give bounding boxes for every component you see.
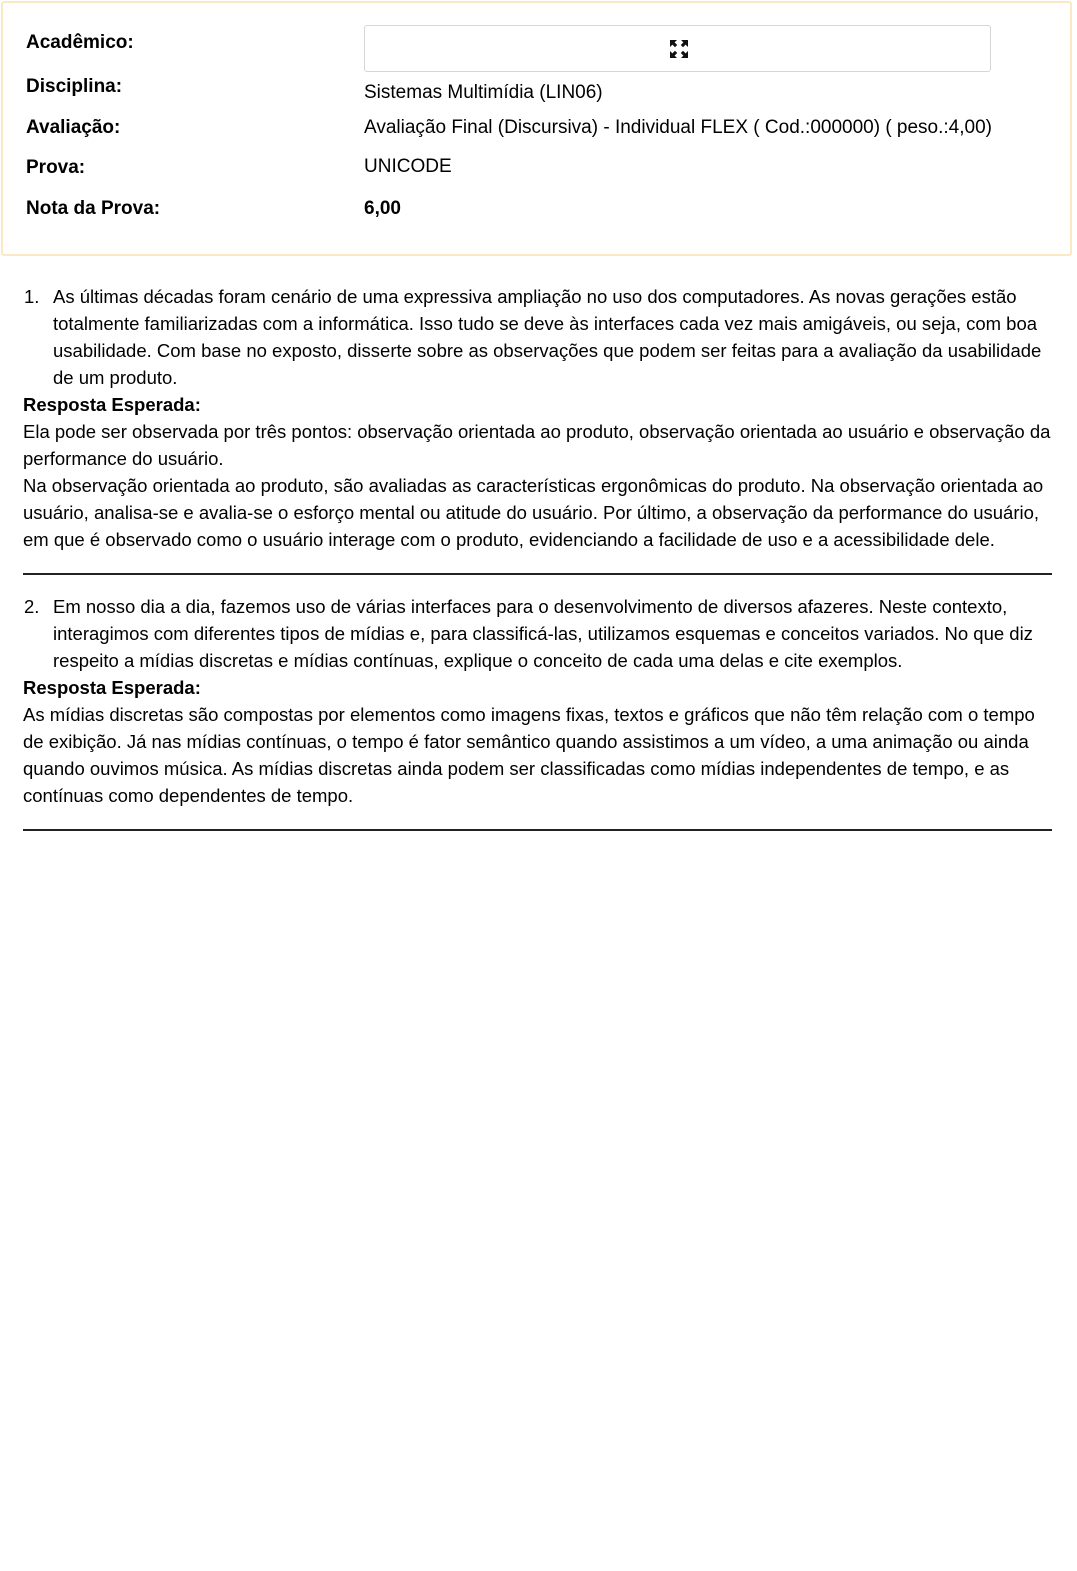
question-number: 1.: [24, 286, 40, 307]
expected-answer-label: Resposta Esperada:: [23, 677, 201, 698]
avaliacao-value: Avaliação Final (Discursiva) - Individual FLEX ( Cod.:000000) ( peso.:4,00): [364, 117, 992, 138]
questions-list: [23, 283, 1052, 849]
question-statement: [23, 283, 1052, 391]
question-text: Em nosso dia a dia, fazemos uso de várias interfaces para o desenvolvimento de diversos afazeres. Neste contexto, interagimos com diferentes tipos de mídias e, para classificá-las, utilizamos esquemas e conceitos variados. No que diz respeito a mídias discretas e mídias contínuas, explique o conceito de cada uma delas e cite exemplos.: [53, 596, 1033, 671]
disciplina-value: Sistemas Multimídia (LIN06): [364, 82, 603, 103]
question-item: [23, 593, 1052, 809]
nota-label: Nota da Prova:: [26, 198, 161, 219]
question-divider: [23, 829, 1052, 831]
academico-label: Acadêmico:: [26, 32, 134, 53]
expand-icon[interactable]: [667, 37, 691, 61]
prova-label: Prova:: [26, 157, 86, 178]
exam-info-panel: [1, 1, 1072, 256]
disciplina-label: Disciplina:: [26, 76, 123, 97]
academico-field[interactable]: [364, 25, 991, 72]
nota-value: 6,00: [364, 198, 401, 219]
question-divider: [23, 573, 1052, 575]
question-item: [23, 283, 1052, 553]
expected-answer-label: Resposta Esperada:: [23, 394, 201, 415]
expected-answer-paragraph: Ela pode ser observada por três pontos: observação orientada ao produto, observação orientada ao usuário e observação da performance do usuário.: [23, 421, 1051, 469]
question-text: As últimas décadas foram cenário de uma expressiva ampliação no uso dos computadores. As novas gerações estão totalmente familiarizadas com a informática. Isso tudo se deve às interfaces cada vez mais amigáveis, ou seja, com boa usabilidade. Com base no exposto, disserte sobre as observações que podem ser feitas para a avaliação da usabilidade de um produto.: [53, 286, 1042, 388]
avaliacao-row: [3, 115, 1070, 145]
disciplina-row: [3, 75, 1070, 105]
expected-answer-paragraph: Na observação orientada ao produto, são avaliadas as características ergonômicas do produto. Na observação orientada ao usuário, analisa-se e avalia-se o esforço mental ou atitude do usuário. Por último, a observação da performance do usuário, em que é observado como o usuário interage com o produto, evidenciando a facilidade de uso e a acessibilidade dele.: [23, 475, 1044, 550]
question-statement: [23, 593, 1052, 674]
nota-row: [3, 196, 1070, 226]
prova-value: UNICODE: [364, 156, 452, 177]
prova-row: [3, 155, 1070, 185]
question-number: 2.: [24, 596, 40, 617]
avaliacao-label: Avaliação:: [26, 117, 121, 138]
expected-answer-paragraph: As mídias discretas são compostas por elementos como imagens fixas, textos e gráficos que não têm relação com o tempo de exibição. Já nas mídias contínuas, o tempo é fator semântico quando assistimos a um vídeo, a uma animação ou ainda quando ouvimos música. As mídias discretas ainda podem ser classificadas como mídias independentes de tempo, e as contínuas como dependentes de tempo.: [23, 704, 1035, 806]
